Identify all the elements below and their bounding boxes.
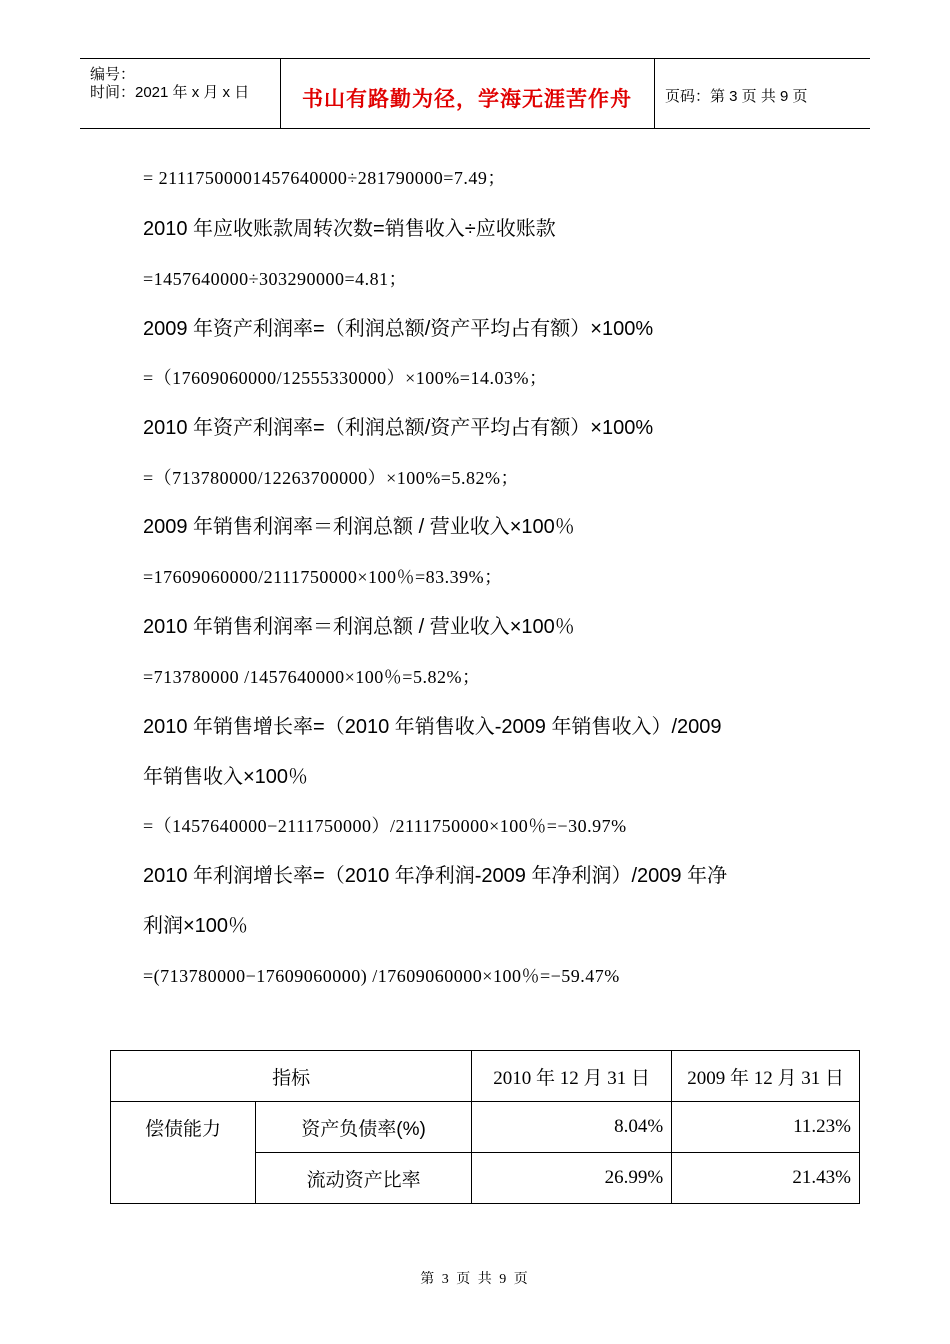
- row-value-2010: 26.99%: [472, 1153, 672, 1204]
- body-line: 利润×100％: [143, 915, 249, 937]
- header-meta: [80, 59, 281, 128]
- header-page-label: 页码：第 3 页 共 9 页: [665, 88, 808, 105]
- body-line: 2010 年应收账款周转次数=销售收入÷应收账款: [143, 218, 556, 240]
- table-header-row: [111, 1051, 860, 1102]
- header-motto-cell: [280, 59, 655, 128]
- time-label: 时间：2021 年 x 月 x 日: [90, 84, 250, 101]
- body-line: 2010 年销售增长率=（2010 年销售收入-2009 年销售收入）/2009: [143, 716, 722, 738]
- header-motto: 书山有路勤为径，学海无涯苦作舟: [302, 88, 632, 111]
- header-page-cell: [655, 59, 870, 128]
- body-line: =（713780000/12263700000）×100%=5.82%；: [143, 468, 519, 488]
- header-2010: 2010 年 12 月 31 日: [472, 1051, 672, 1102]
- body-line: 2010 年销售利润率＝利润总额 / 营业收入×100％: [143, 616, 575, 638]
- number-label: 编号：: [90, 66, 136, 83]
- header-2009: 2009 年 12 月 31 日: [672, 1051, 860, 1102]
- body-line: =713780000 /1457640000×100％=5.82%；: [143, 667, 481, 687]
- row-value-2010: 8.04%: [472, 1102, 672, 1153]
- body-line: =(713780000−17609060000) /17609060000×100％=−59.47%: [143, 966, 620, 986]
- body-line: =1457640000÷303290000=4.81；: [143, 269, 408, 289]
- body-line: 年销售收入×100％: [143, 766, 309, 788]
- body-line: =17609060000/2111750000×100％=83.39%；: [143, 567, 503, 587]
- header-indicator: 指标: [111, 1051, 472, 1102]
- page-footer: 第 3 页 共 9 页: [420, 1272, 530, 1287]
- body-line: 2009 年销售利润率＝利润总额 / 营业收入×100％: [143, 516, 575, 538]
- row-name: 流动资产比率: [256, 1153, 472, 1204]
- category-cell: 偿债能力: [111, 1102, 256, 1204]
- body-line: 2009 年资产利润率=（利润总额/资产平均占有额）×100%: [143, 318, 654, 340]
- row-value-2009: 11.23%: [672, 1102, 860, 1153]
- body-line: 2010 年利润增长率=（2010 年净利润-2009 年净利润）/2009 年净: [143, 865, 728, 887]
- row-value-2009: 21.43%: [672, 1153, 860, 1204]
- body-line: 2010 年资产利润率=（利润总额/资产平均占有额）×100%: [143, 417, 654, 439]
- table-row: [111, 1102, 860, 1153]
- body-line: =（17609060000/12555330000）×100%=14.03%；: [143, 368, 548, 388]
- page-header: [80, 58, 870, 129]
- row-name: 资产负债率(%): [256, 1102, 472, 1153]
- body-line: = 21117500001457640000÷281790000=7.49；: [143, 168, 506, 188]
- body-line: =（1457640000−2111750000）/2111750000×100％=−30.97%: [143, 816, 627, 836]
- indicator-table: [110, 1050, 860, 1204]
